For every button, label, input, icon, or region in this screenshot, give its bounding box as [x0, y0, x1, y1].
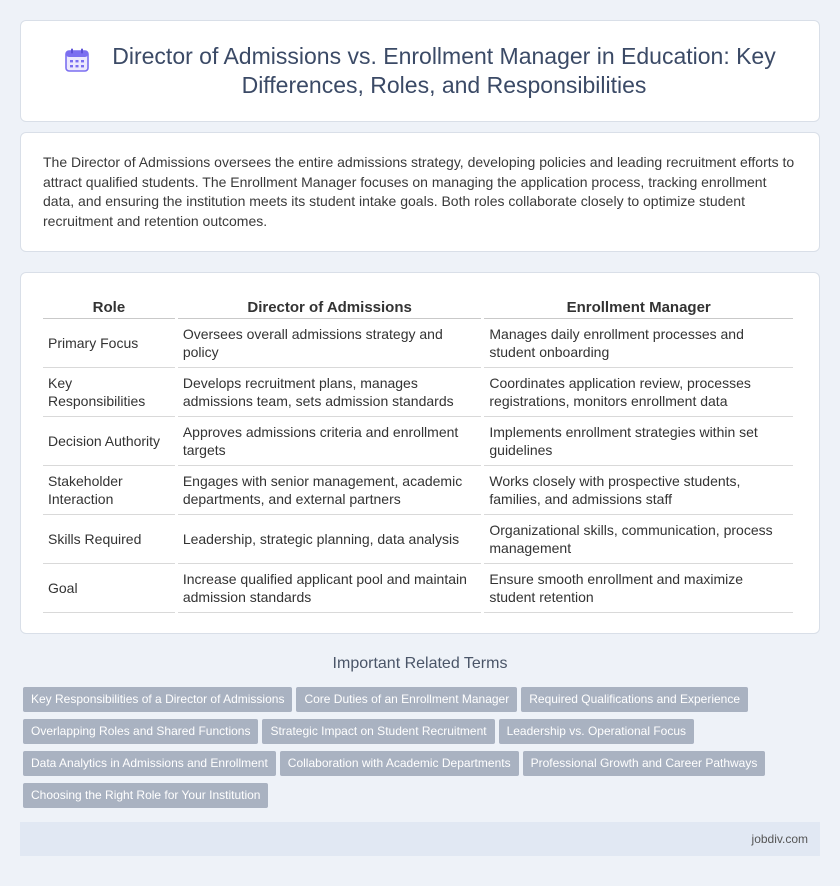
- header-enrollment: Enrollment Manager: [484, 297, 793, 319]
- title-line-1: Director of Admissions vs. Enrollment Manager in Education: Key: [112, 43, 776, 69]
- related-term-tag[interactable]: Leadership vs. Operational Focus: [499, 719, 694, 744]
- related-term-tag[interactable]: Strategic Impact on Student Recruitment: [262, 719, 494, 744]
- related-term-tag[interactable]: Choosing the Right Role for Your Institution: [23, 783, 268, 808]
- related-term-tag[interactable]: Overlapping Roles and Shared Functions: [23, 719, 258, 744]
- header-role: Role: [43, 297, 175, 319]
- director-cell: Approves admissions criteria and enrollment targets: [178, 417, 482, 466]
- related-term-tag[interactable]: Key Responsibilities of a Director of Admissions: [23, 687, 292, 712]
- row-label: Key Responsibilities: [43, 368, 175, 417]
- related-term-tag[interactable]: Collaboration with Academic Departments: [280, 751, 519, 776]
- enrollment-cell: Works closely with prospective students, families, and admissions staff: [484, 466, 793, 515]
- comparison-table: [40, 297, 796, 613]
- director-cell: Increase qualified applicant pool and maintain admission standards: [178, 564, 482, 613]
- enrollment-cell: Implements enrollment strategies within set guidelines: [484, 417, 793, 466]
- director-cell: Oversees overall admissions strategy and policy: [178, 319, 482, 368]
- row-label: Decision Authority: [43, 417, 175, 466]
- calendar-icon: [64, 47, 90, 73]
- title-line-2: Differences, Roles, and Responsibilities: [241, 72, 647, 98]
- intro-card: [20, 132, 820, 252]
- enrollment-cell: Ensure smooth enrollment and maximize student retention: [484, 564, 793, 613]
- director-cell: Leadership, strategic planning, data analysis: [178, 515, 482, 564]
- related-term-tag[interactable]: Data Analytics in Admissions and Enrollment: [23, 751, 276, 776]
- table-row: [43, 319, 793, 368]
- enrollment-cell: Manages daily enrollment processes and student onboarding: [484, 319, 793, 368]
- related-terms-tags: [23, 687, 813, 815]
- table-row: [43, 417, 793, 466]
- table-row: [43, 515, 793, 564]
- footer-site-link[interactable]: jobdiv.com: [751, 832, 808, 846]
- table-row: [43, 368, 793, 417]
- table-row: [43, 564, 793, 613]
- director-cell: Develops recruitment plans, manages admissions team, sets admission standards: [178, 368, 482, 417]
- enrollment-cell: Organizational skills, communication, process management: [484, 515, 793, 564]
- intro-text: The Director of Admissions oversees the entire admissions strategy, developing policies and leading recruitment efforts to attract qualified students. The Enrollment Manager focuses on managing the application process, tracking enrollment data, and ensuring the institution meets its student intake goals. Both roles collaborate closely to optimize student recruitment and retention outcomes.: [43, 154, 795, 229]
- director-cell: Engages with senior management, academic departments, and external partners: [178, 466, 482, 515]
- row-label: Stakeholder Interaction: [43, 466, 175, 515]
- related-term-tag[interactable]: Professional Growth and Career Pathways: [523, 751, 766, 776]
- row-label: Goal: [43, 564, 175, 613]
- related-term-tag[interactable]: Core Duties of an Enrollment Manager: [296, 687, 517, 712]
- related-term-tag[interactable]: Required Qualifications and Experience: [521, 687, 748, 712]
- header-card: [20, 20, 820, 122]
- enrollment-cell: Coordinates application review, processes registrations, monitors enrollment data: [484, 368, 793, 417]
- footer: [20, 822, 820, 856]
- comparison-table-card: [20, 272, 820, 634]
- table-row: [43, 466, 793, 515]
- page-title: [112, 42, 775, 100]
- header-director: Director of Admissions: [178, 297, 482, 319]
- row-label: Skills Required: [43, 515, 175, 564]
- related-terms-title: Important Related Terms: [332, 655, 508, 672]
- row-label: Primary Focus: [43, 319, 175, 368]
- table-header-row: [43, 297, 793, 319]
